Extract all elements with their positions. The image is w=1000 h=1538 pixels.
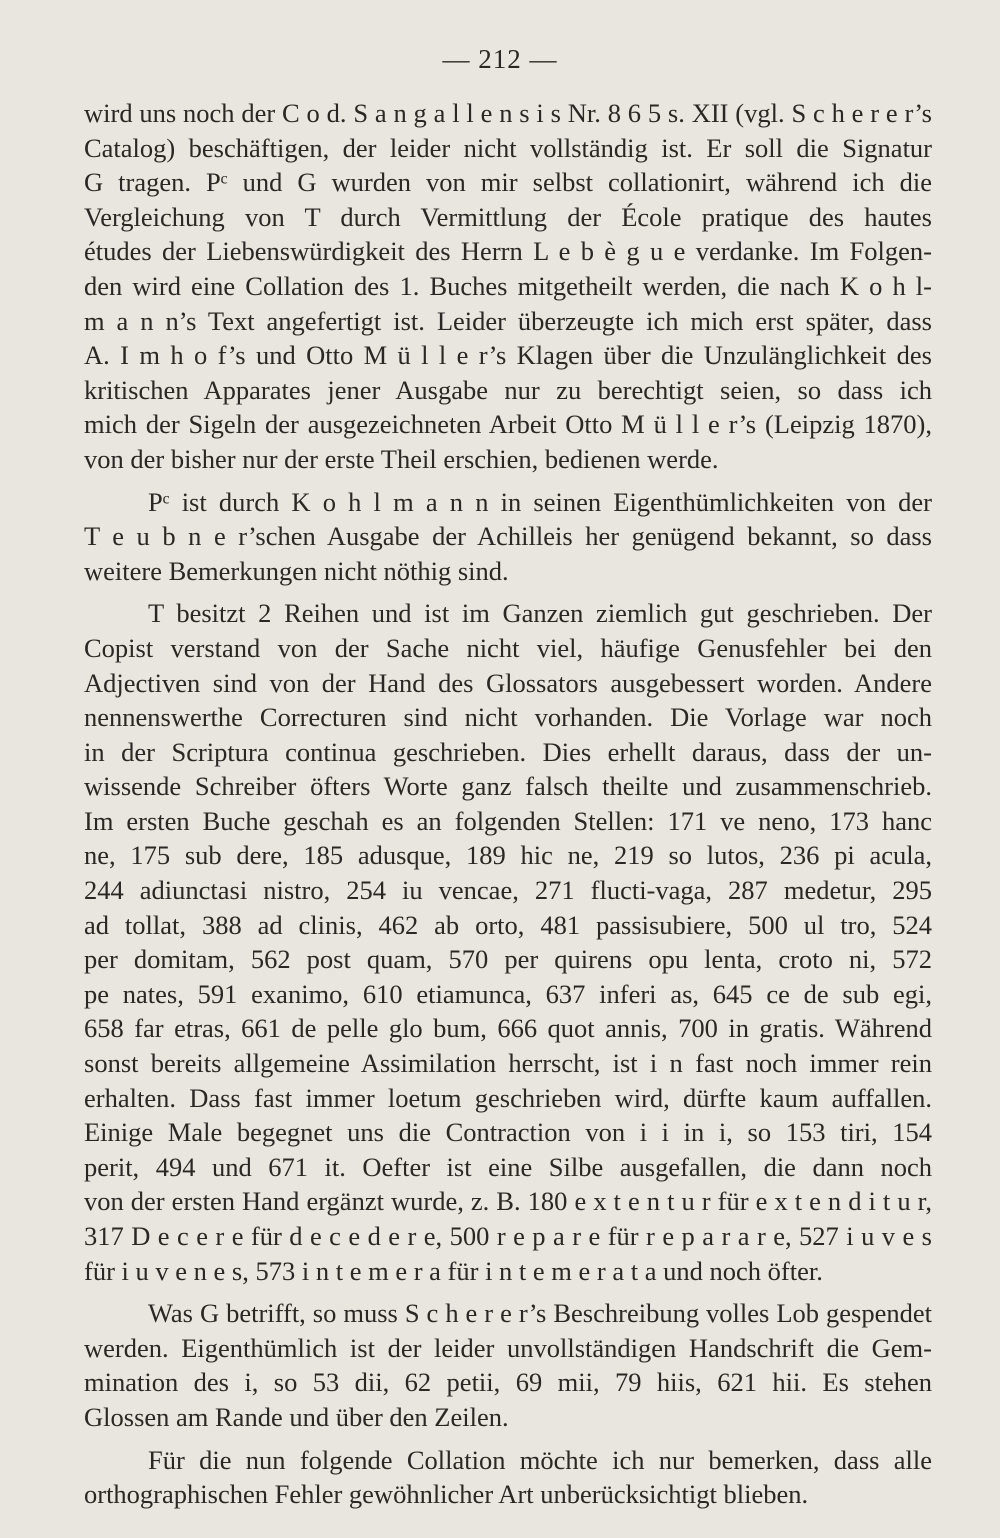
text-line: werden. Eigenthümlich ist der leider unvollständigen Handschrift die Gem- bbox=[84, 1332, 932, 1363]
text-line: von der ersten Hand ergänzt wurde, z. B. 180 e x t e n t u r für e x t e n d i t u r, bbox=[84, 1186, 932, 1217]
paragraph-2 bbox=[84, 485, 932, 589]
text-line: von der bisher nur der erste Theil erschien, bedienen werde. bbox=[84, 443, 719, 474]
text-line: perit, 494 und 671 it. Oefter ist eine Silbe ausgefallen, die dann noch bbox=[84, 1151, 932, 1182]
text-line: den wird eine Collation des 1. Buches mitgetheilt werden, die nach K o h l- bbox=[84, 270, 932, 301]
text-line: Copist verstand von der Sache nicht viel, häufige Genusfehler bei den bbox=[84, 632, 932, 663]
text-line: ne, 175 sub dere, 185 adusque, 189 hic ne, 219 so lutos, 236 pi acula, bbox=[84, 840, 932, 871]
text-line: kritischen Apparates jener Ausgabe nur zu berechtigt seien, so dass ich bbox=[84, 374, 932, 405]
text-line: m a n n’s Text angefertigt ist. Leider überzeugte ich mich erst später, dass bbox=[84, 305, 932, 336]
body-text bbox=[84, 96, 932, 1520]
paragraph-3 bbox=[84, 596, 932, 1288]
text-line: Was G betrifft, so muss S c h e r e r’s Beschreibung volles Lob gespendet bbox=[148, 1298, 932, 1329]
text-line: wissende Schreiber öfters Worte ganz falsch theilte und zusammenschrieb. bbox=[84, 771, 932, 802]
page-number: — 212 — bbox=[442, 44, 558, 74]
paragraph-4 bbox=[84, 1296, 932, 1434]
text-line: Adjectiven sind von der Hand des Glossators ausgebessert worden. Andere bbox=[84, 667, 932, 698]
text-line: nennenswerthe Correcturen sind nicht vorhanden. Die Vorlage war noch bbox=[84, 702, 932, 733]
text-line: 658 far etras, 661 de pelle glo bum, 666 quot annis, 700 in gratis. Während bbox=[84, 1013, 932, 1044]
text-line: T e u b n e r’schen Ausgabe der Achilleis her genügend bekannt, so dass bbox=[84, 521, 932, 552]
text-line: ad tollat, 388 ad clinis, 462 ab orto, 481 passisubiere, 500 ul tro, 524 bbox=[84, 909, 932, 940]
text-line: Für die nun folgende Collation möchte ich nur bemerken, dass alle bbox=[148, 1444, 932, 1475]
text-line: sonst bereits allgemeine Assimilation herrscht, ist i n fast noch immer rein bbox=[84, 1048, 932, 1079]
text-line: wird uns noch der C o d. S a n g a l l e n s i s Nr. 8 6 5 s. XII (vgl. S c h e r e r’s bbox=[84, 98, 932, 128]
text-line: Vergleichung von T durch Vermittlung der École pratique des hautes bbox=[84, 201, 932, 232]
text-line: Glossen am Rande und über den Zeilen. bbox=[84, 1401, 509, 1432]
text-line: G tragen. Pᶜ und G wurden von mir selbst collationirt, während ich die bbox=[84, 167, 932, 198]
text-line: 244 adiunctasi nistro, 254 iu vencae, 271 flucti-vaga, 287 medetur, 295 bbox=[84, 875, 932, 906]
text-line: orthographischen Fehler gewöhnlicher Art unberücksichtigt blieben. bbox=[84, 1479, 809, 1510]
paragraph-5 bbox=[84, 1443, 932, 1512]
text-line: mination des i, so 53 dii, 62 petii, 69 mii, 79 hiis, 621 hii. Es stehen bbox=[84, 1367, 932, 1398]
text-line: T besitzt 2 Reihen und ist im Ganzen ziemlich gut geschrieben. Der bbox=[148, 598, 932, 629]
text-line: pe nates, 591 exanimo, 610 etiamunca, 637 inferi as, 645 ce de sub egi, bbox=[84, 978, 932, 1009]
text-line: für i u v e n e s, 573 i n t e m e r a für i n t e m e r a t a und noch öfter. bbox=[84, 1255, 823, 1286]
text-line: erhalten. Dass fast immer loetum geschrieben wird, dürfte kaum auffallen. bbox=[84, 1082, 932, 1113]
text-line: Einige Male begegnet uns die Contraction von i i in i, so 153 tiri, 154 bbox=[84, 1117, 932, 1148]
text-line: weitere Bemerkungen nicht nöthig sind. bbox=[84, 555, 509, 586]
text-line: 317 D e c e r e für d e c e d e r e, 500 r e p a r e für r e p a r a r e, 527 i u v e s bbox=[84, 1221, 932, 1251]
text-line: mich der Sigeln der ausgezeichneten Arbeit Otto M ü l l e r’s (Leipzig 1870), bbox=[84, 409, 932, 440]
text-line: per domitam, 562 post quam, 570 per quirens opu lenta, croto ni, 572 bbox=[84, 944, 932, 975]
text-line: études der Liebenswürdigkeit des Herrn L e b è g u e verdanke. Im Folgen- bbox=[84, 236, 932, 267]
text-line: Catalog) beschäftigen, der leider nicht vollständig ist. Er soll die Signatur bbox=[84, 132, 932, 163]
text-line: in der Scriptura continua geschrieben. Dies erhellt daraus, dass der un- bbox=[84, 736, 932, 767]
paragraph-1 bbox=[84, 96, 932, 477]
text-line: Im ersten Buche geschah es an folgenden Stellen: 171 ve neno, 173 hanc bbox=[84, 805, 932, 836]
text-line: Pᶜ ist durch K o h l m a n n in seinen Eigenthümlichkeiten von der bbox=[148, 486, 932, 517]
text-line: A. I m h o f’s und Otto M ü l l e r’s Klagen über die Unzulänglichkeit des bbox=[84, 340, 932, 371]
